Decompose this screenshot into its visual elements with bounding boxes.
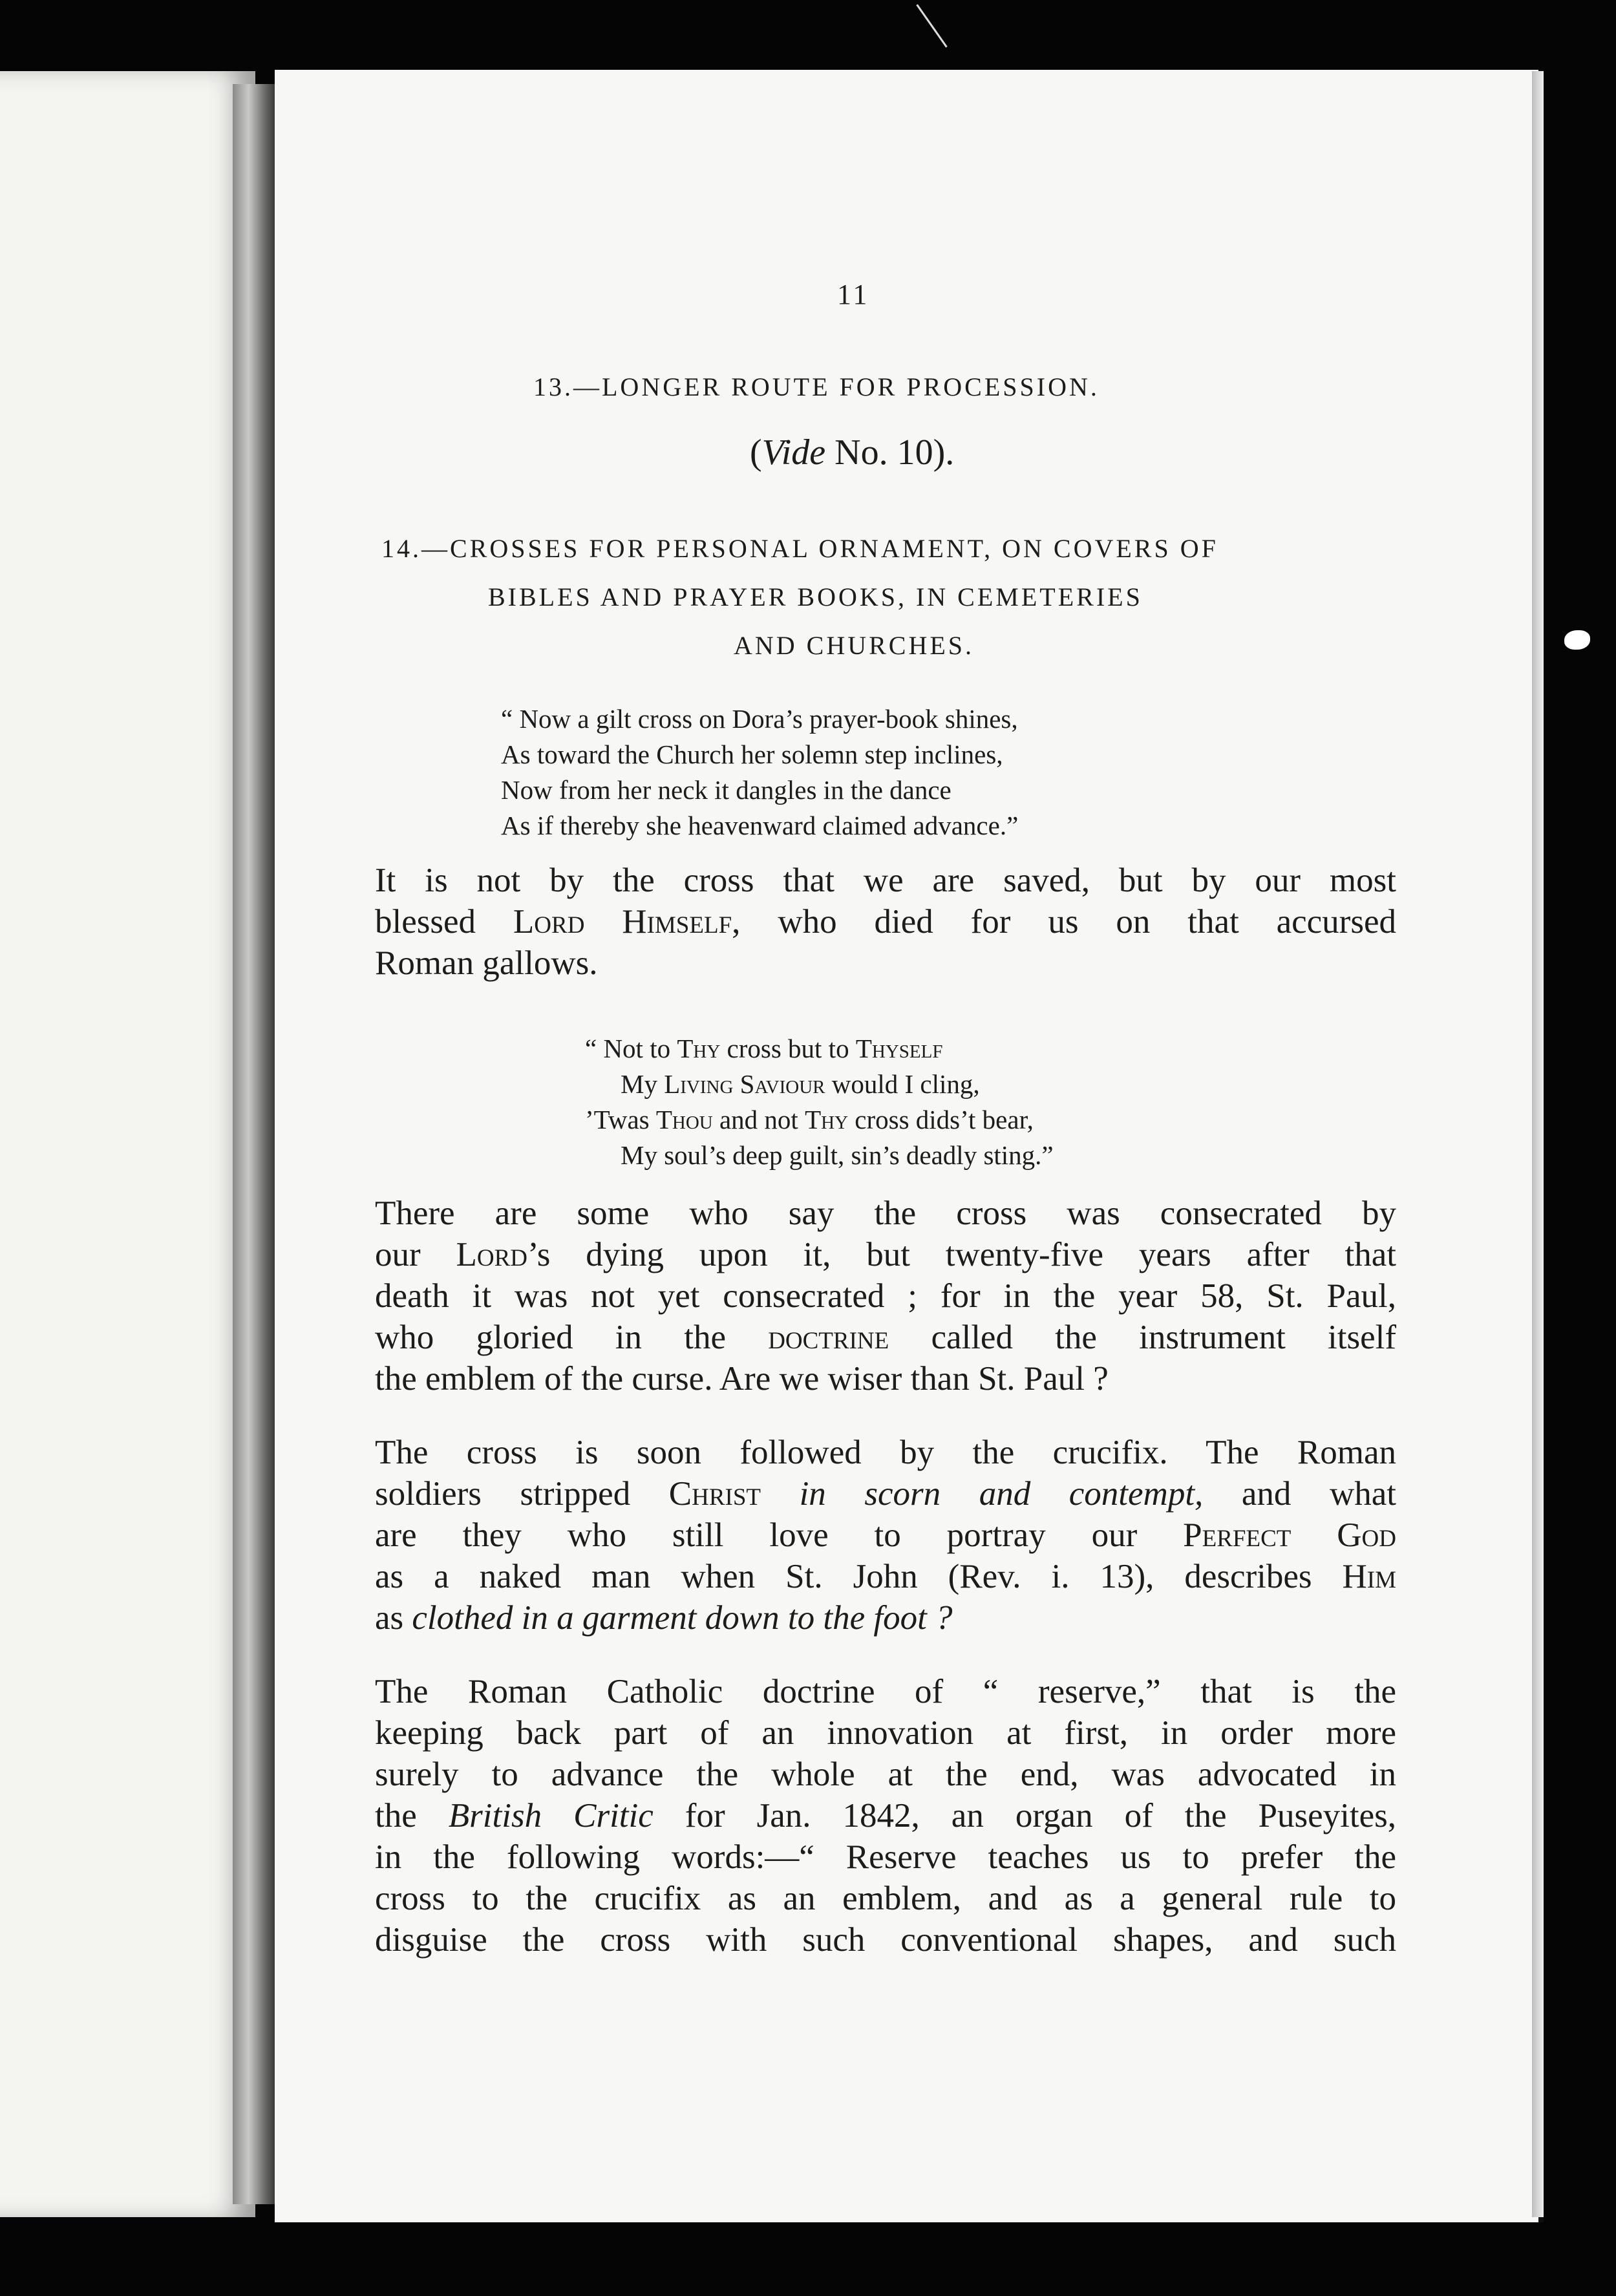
verse-thyself	[585, 1031, 1054, 1173]
para-line	[375, 1234, 1396, 1275]
paragraph-consecrated	[375, 1193, 1396, 1399]
para-line: cross to the crucifix as an emblem, and as a general rule to	[375, 1880, 1396, 1917]
verse-line: Now from her neck it dangles in the dance	[501, 775, 952, 805]
italic-run: in scorn and contempt,	[761, 1475, 1204, 1513]
text-run: the	[375, 1797, 449, 1834]
small-caps-run: Lord	[456, 1236, 528, 1273]
left-facing-page	[0, 71, 255, 2217]
italic-run: British Critic	[448, 1797, 654, 1834]
para-line	[375, 901, 1396, 942]
text-run: ’Twas	[585, 1105, 656, 1134]
text-run: blessed	[375, 903, 513, 941]
text-run: , who died for us on that accursed	[732, 903, 1396, 941]
para-line: The Roman Catholic doctrine of “ reserve,” that is the	[375, 1673, 1396, 1710]
text-run: and what	[1203, 1475, 1396, 1513]
para-line: It is not by the cross that we are saved, but by our most	[375, 862, 1396, 899]
para-line	[375, 1556, 1396, 1597]
small-caps-run: doctrine	[768, 1319, 889, 1356]
text-run: ’s dying upon it, but twenty-five years after that	[527, 1236, 1397, 1273]
verse-line: My soul’s deep guilt, sin’s deadly sting.”	[621, 1140, 1054, 1170]
para-line: the emblem of the curse. Are we wiser than St. Paul ?	[375, 1360, 1109, 1398]
para-line: The cross is soon followed by the crucifix. The Roman	[375, 1434, 1396, 1471]
section-14-heading-line3: AND CHURCHES.	[734, 631, 975, 660]
text-run: as a naked man when St. John (Rev. i. 13), describes	[375, 1558, 1343, 1595]
para-line	[375, 1597, 1396, 1639]
verse-dora	[501, 701, 1018, 844]
scan-scratch-mark	[916, 4, 947, 47]
vide-rest: No. 10).	[835, 432, 955, 473]
para-line	[375, 1317, 1396, 1358]
para-line: Roman gallows.	[375, 944, 598, 982]
text-run: cross but to	[720, 1034, 856, 1063]
small-caps-run: Thy	[805, 1105, 849, 1134]
small-caps-run: Him	[1342, 1558, 1396, 1595]
para-line: keeping back part of an innovation at first, in order more	[375, 1714, 1396, 1752]
text-run: as	[375, 1599, 412, 1637]
book-gutter	[233, 84, 278, 2204]
page-number: 11	[837, 279, 870, 310]
verse-line: “ Now a gilt cross on Dora’s prayer-book shines,	[501, 704, 1018, 734]
verse-line	[585, 1067, 1054, 1102]
small-caps-run: Lord Himself	[513, 903, 732, 941]
text-run: for Jan. 1842, an organ of the Puseyites,	[653, 1797, 1397, 1834]
small-caps-run: Perfect God	[1183, 1516, 1396, 1554]
verse-line	[585, 1031, 1054, 1067]
verse-line	[585, 1102, 1054, 1138]
scan-artifact	[1564, 630, 1590, 650]
section-14-heading-line2: BIBLES AND PRAYER BOOKS, IN CEMETERIES	[488, 582, 1143, 611]
para-line: There are some who say the cross was consecrated by	[375, 1195, 1396, 1232]
paragraph-crucifix	[375, 1432, 1396, 1639]
italic-run: clothed in a garment down to the foot ?	[412, 1599, 953, 1637]
small-caps-run: Christ	[668, 1475, 761, 1513]
verse-line: As toward the Church her solemn step inclines,	[501, 739, 1003, 769]
text-run: called the instrument itself	[889, 1319, 1396, 1356]
text-run: are they who still love to portray our	[375, 1516, 1184, 1554]
para-line: surely to advance the whole at the end, was advocated in	[375, 1756, 1396, 1793]
text-run: “ Not to	[585, 1034, 677, 1063]
vide-italic: Vide	[761, 432, 826, 473]
section-14-heading-line1: 14.—CROSSES FOR PERSONAL ORNAMENT, ON COVERS OF	[381, 534, 1218, 563]
para-line	[375, 1795, 1396, 1836]
small-caps-run: Living Saviour	[664, 1069, 825, 1099]
small-caps-run: Thy	[677, 1034, 721, 1063]
text-run: would I cling,	[825, 1069, 980, 1099]
text-run: and not	[712, 1105, 805, 1134]
text-run: who gloried in the	[375, 1319, 769, 1356]
para-line: death it was not yet consecrated ; for in the year 58, St. Paul,	[375, 1277, 1396, 1315]
para-line: in the following words:—“ Reserve teaches us to prefer the	[375, 1838, 1396, 1876]
text-run: soldiers stripped	[375, 1475, 669, 1513]
paragraph-reserve	[375, 1671, 1396, 1961]
text-run: our	[375, 1236, 456, 1273]
para-line: disguise the cross with such conventional shapes, and such	[375, 1921, 1396, 1959]
text-run: cross dids’t bear,	[848, 1105, 1034, 1134]
small-caps-run: Thou	[655, 1105, 713, 1134]
verse-line: As if thereby she heavenward claimed advance.”	[501, 811, 1019, 840]
para-line	[375, 1515, 1396, 1556]
small-caps-run: Thyself	[855, 1034, 943, 1063]
section-13-heading: 13.—LONGER ROUTE FOR PROCESSION.	[533, 372, 1100, 401]
paragraph-not-by-cross	[375, 860, 1396, 984]
vide-reference: (Vide No. 10).	[750, 432, 955, 473]
page-edge	[1532, 71, 1544, 2217]
para-line	[375, 1473, 1396, 1515]
text-run: My	[621, 1069, 664, 1099]
